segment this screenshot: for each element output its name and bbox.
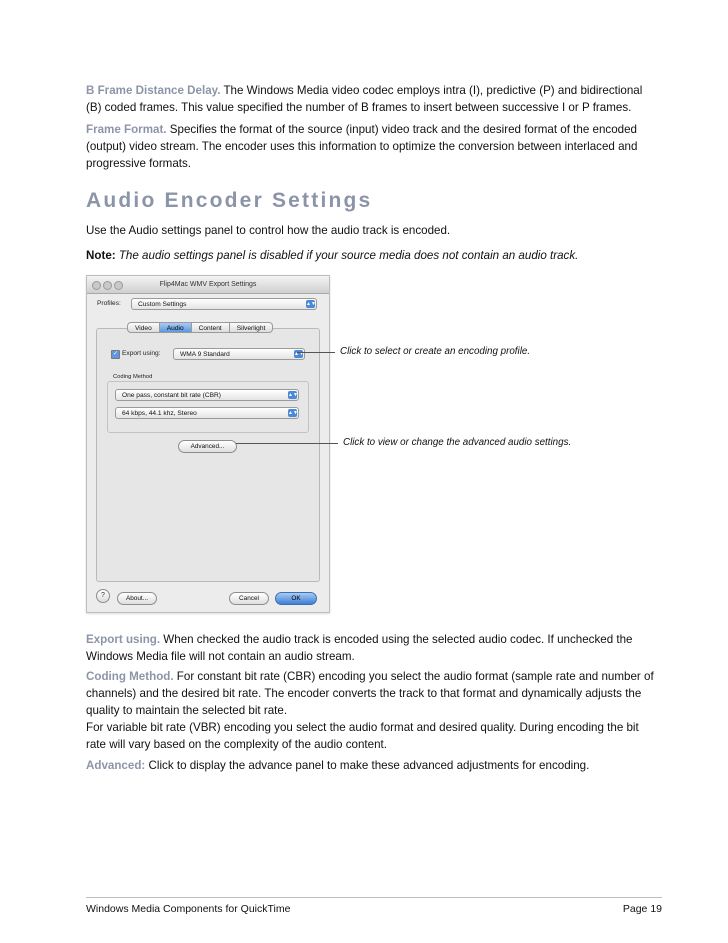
coding-method-value: One pass, constant bit rate (CBR) <box>122 392 221 399</box>
note-text: The audio settings panel is disabled if your source media does not contain an audio track. <box>115 249 579 262</box>
profiles-label: Profiles: <box>97 300 121 307</box>
coding-method-paragraph <box>86 668 658 719</box>
note-label: Note: <box>86 249 116 262</box>
note-paragraph <box>86 247 658 264</box>
export-using-term: Export using. <box>86 633 161 646</box>
audio-format-value: 64 kbps, 44.1 khz, Stereo <box>122 410 197 417</box>
coding-method-select[interactable] <box>115 389 299 401</box>
tab-content-box <box>96 328 320 582</box>
advanced-paragraph <box>86 757 658 774</box>
footer-title: Windows Media Components for QuickTime <box>86 903 291 915</box>
help-button[interactable]: ? <box>96 589 110 603</box>
export-codec-select[interactable] <box>173 348 305 360</box>
tab-video[interactable]: Video <box>127 322 160 333</box>
vbr-paragraph: For variable bit rate (VBR) encoding you select the audio format and desired quality. During encoding the bit rate will vary based on the complexity of the audio content. <box>86 721 639 751</box>
bframe-term: B Frame Distance Delay. <box>86 84 221 97</box>
footer-rule <box>86 897 662 898</box>
frame-format-term: Frame Format. <box>86 123 167 136</box>
bframe-text: The Windows Media video codec employs intra (I), predictive (P) and bidirectional (B) coded frames. This value specified the number of B frames to insert between successive I or P frames. <box>86 84 643 114</box>
frame-format-text: Specifies the format of the source (input) video track and the desired format of the encoded (output) video stream. The encoder uses this information to optimize the conversion between interlaced and progressive formats. <box>86 123 638 170</box>
page-number: Page 19 <box>622 903 662 915</box>
audio-format-select[interactable] <box>115 407 299 419</box>
tab-silverlight[interactable]: Silverlight <box>230 322 274 333</box>
advanced-term: Advanced: <box>86 759 146 772</box>
bframe-paragraph <box>86 82 658 116</box>
export-using-label: Export using: <box>122 350 161 357</box>
select-arrows-icon: ▲▼ <box>288 410 298 416</box>
zoom-window-icon[interactable] <box>114 281 123 290</box>
profiles-select[interactable] <box>131 298 317 310</box>
export-using-paragraph <box>86 631 658 665</box>
section-title: Audio Encoder Settings <box>86 189 373 212</box>
export-using-checkbox[interactable]: ✓ <box>112 351 119 357</box>
select-arrows-icon: ▲▼ <box>294 351 304 357</box>
frame-format-paragraph <box>86 121 658 172</box>
profile-callout-line <box>297 352 335 353</box>
advanced-text: Click to display the advance panel to make these advanced adjustments for encoding. <box>145 759 590 772</box>
select-arrows-icon: ▲▼ <box>288 392 298 398</box>
export-settings-dialog <box>86 275 330 613</box>
settings-tabs <box>127 322 273 333</box>
dialog-titlebar <box>87 276 329 294</box>
about-button[interactable]: About... <box>117 592 157 605</box>
close-window-icon[interactable] <box>92 281 101 290</box>
advanced-callout: Click to view or change the advanced audio settings. <box>343 437 572 448</box>
tab-audio[interactable]: Audio <box>160 322 192 333</box>
profile-callout: Click to select or create an encoding profile. <box>340 346 531 357</box>
advanced-button[interactable]: Advanced... <box>178 440 237 453</box>
advanced-callout-line <box>236 443 338 444</box>
ok-button[interactable]: OK <box>275 592 317 605</box>
export-using-text: When checked the audio track is encoded using the selected audio codec. If unchecked the Windows Media file will not contain an audio stream. <box>86 633 633 663</box>
export-codec-value: WMA 9 Standard <box>180 351 230 358</box>
coding-method-label: Coding Method <box>113 374 153 380</box>
dialog-title: Flip4Mac WMV Export Settings <box>159 281 257 288</box>
profiles-value: Custom Settings <box>138 301 187 308</box>
coding-method-term: Coding Method. <box>86 670 174 683</box>
coding-method-text: For constant bit rate (CBR) encoding you select the audio format (sample rate and number of channels) and the desired bit rate. The encoder converts the track to that format and dynamically adjusts the quality to maintain the selected bit rate. <box>86 670 654 717</box>
intro-paragraph: Use the Audio settings panel to control how the audio track is encoded. <box>86 224 451 237</box>
tab-content[interactable]: Content <box>192 322 230 333</box>
minimize-window-icon[interactable] <box>103 281 112 290</box>
select-arrows-icon: ▲▼ <box>306 301 316 307</box>
cancel-button[interactable]: Cancel <box>229 592 269 605</box>
